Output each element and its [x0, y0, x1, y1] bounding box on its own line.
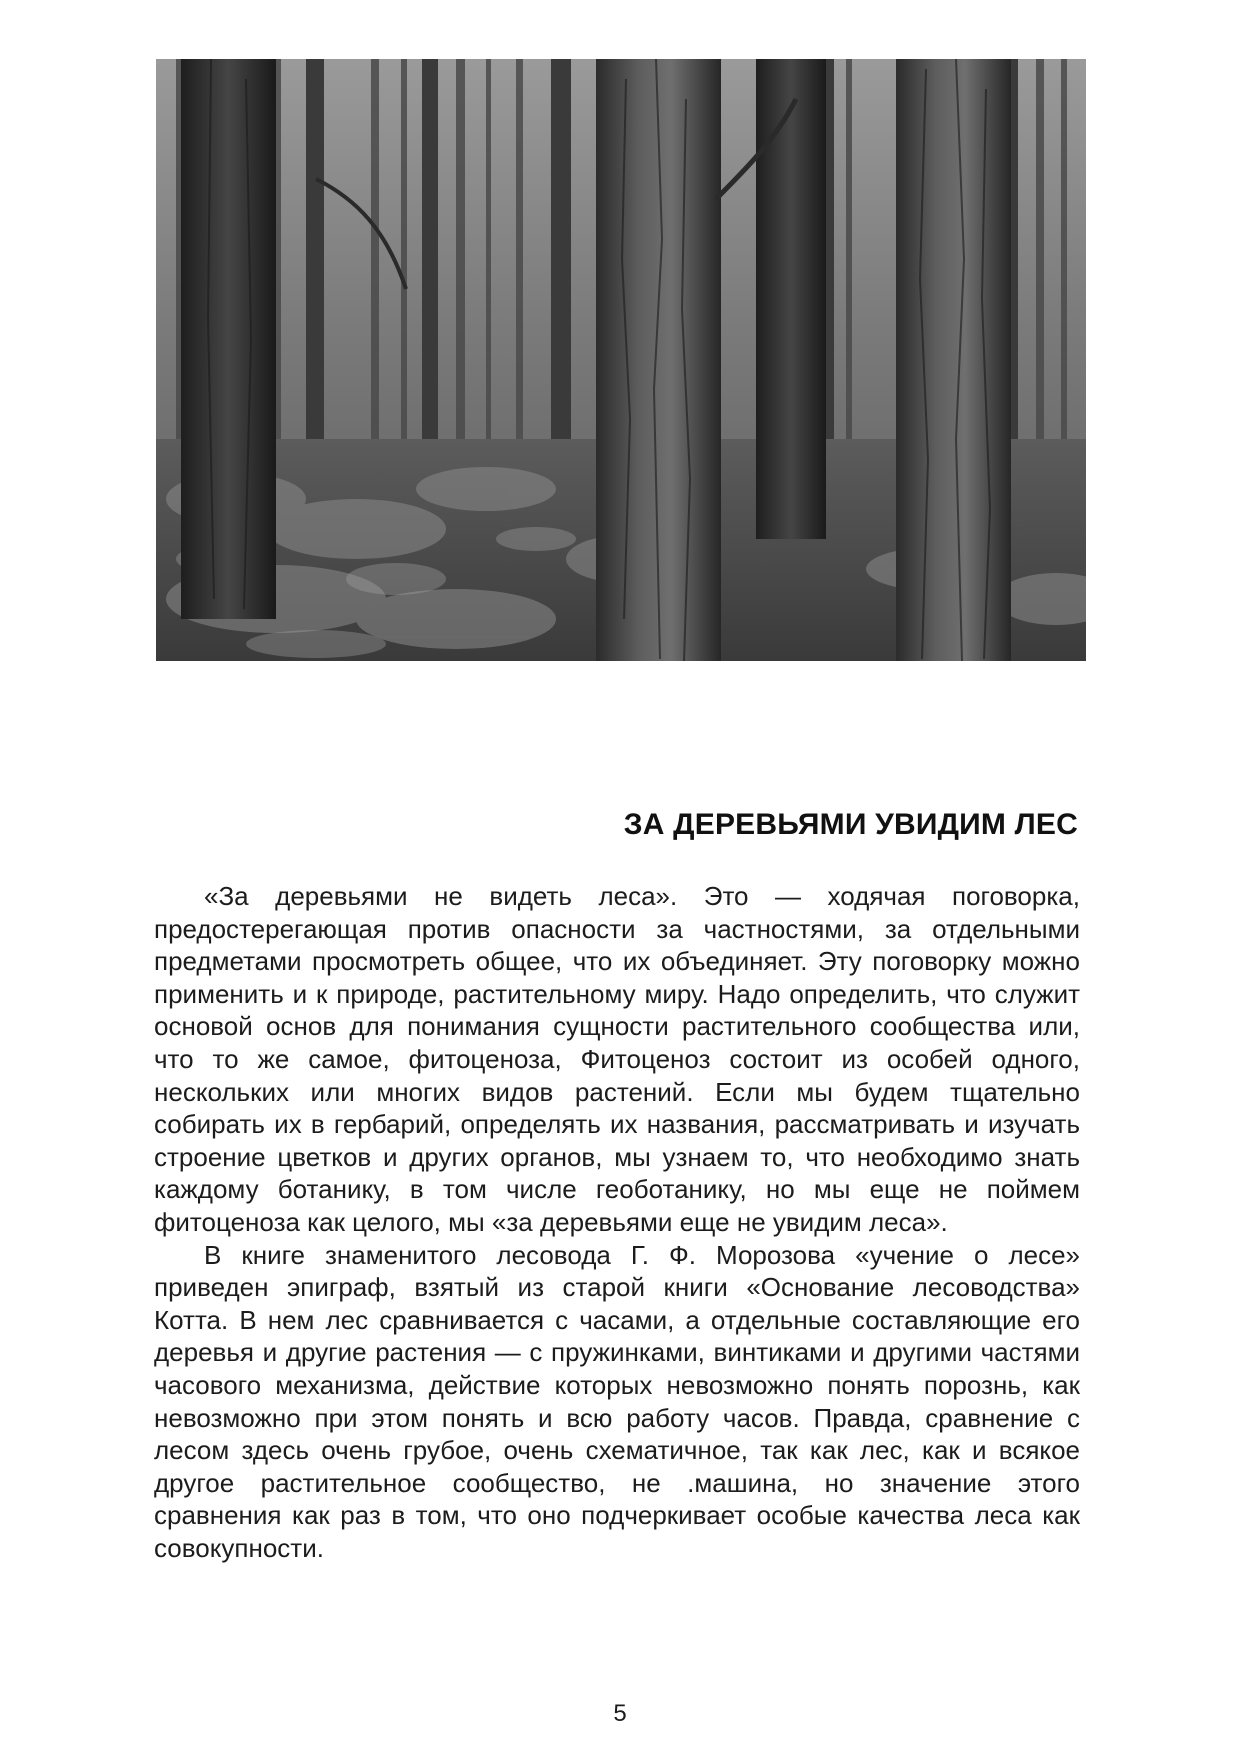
article-body	[154, 880, 1080, 1564]
forest-photo	[156, 59, 1086, 661]
paragraph: В книге знаменитого лесовода Г. Ф. Морозова «учение о лесе» приведен эпиграф, взятый из старой книги «Основание лесоводства» Котта. В нем лес сравнивается с часами, а отдельные составляющие его деревья и другие растения — с пружинками, винтиками и другими частями часового механизма, действие которых невозможно понять порознь, как невозможно при этом понять и всю работу часов. Правда, сравнение с лесом здесь очень грубое, очень схематичное, так как лес, как и всякое другое растительное сообщество, не .машина, но значение этого сравнения как раз в том, что оно подчеркивает особые качества леса как совокупности.	[154, 1239, 1080, 1563]
page-number: 5	[613, 1700, 627, 1727]
paragraph: «За деревьями не видеть леса». Это — ходячая поговорка, предостерегающая против опасности за частностями, за отдельными предметами просмотреть общее, что их объединяет. Эту поговорку можно применить и к природе, растительному миру. Надо определить, что служит основой основ для понимания сущности растительного сообщества или, что то же самое, фитоценоза, Фитоценоз состоит из особей одного, нескольких или многих видов растений. Если мы будем тщательно собирать их в гербарий, определять их названия, рассматривать и изучать строение цветков и других органов, мы узнаем то, что необходимо знать каждому ботанику, в том числе геоботанику, но мы еще не поймем фитоценоза как целого, мы «за деревьями еще не увидим леса».	[154, 881, 1080, 1237]
forest-photo-illustration	[156, 59, 1086, 661]
article-title: ЗА ДЕРЕВЬЯМИ УВИДИМ ЛЕС	[623, 808, 1078, 841]
